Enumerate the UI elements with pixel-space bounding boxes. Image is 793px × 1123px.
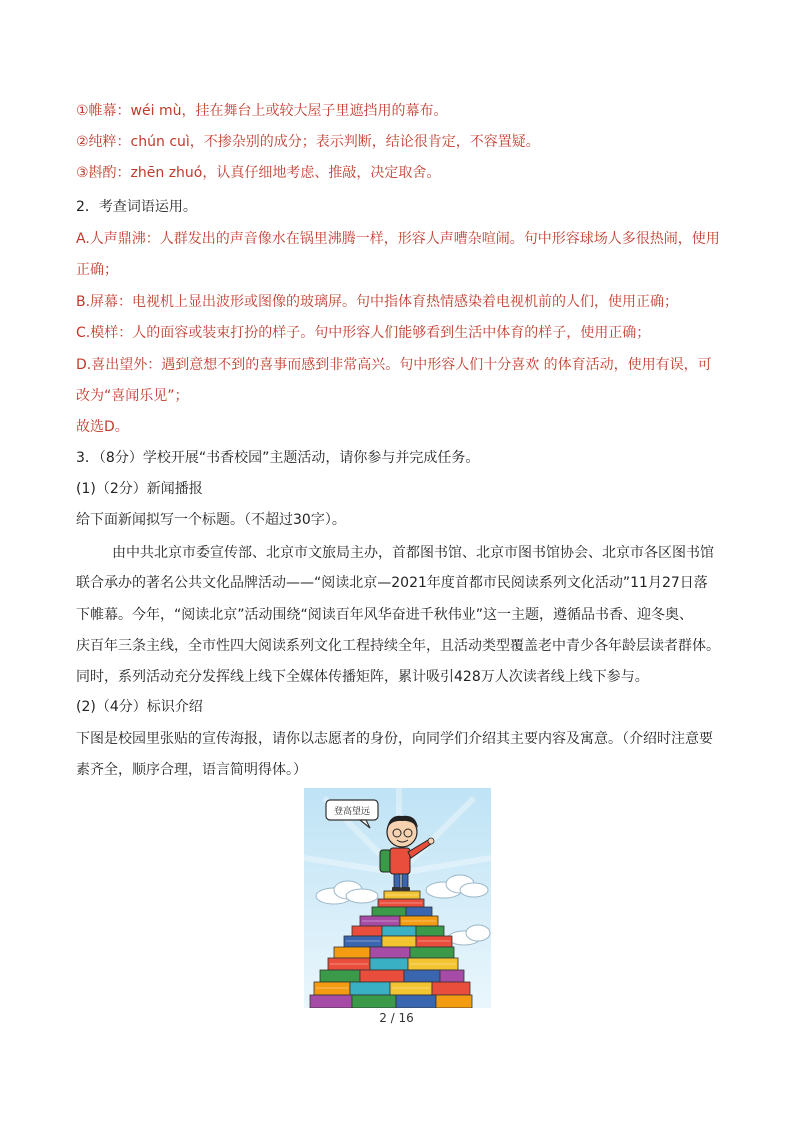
- text-line: C.模样：人的面容或装束打扮的样子。句中形容人们能够看到生活中体育的样子，使用正确；: [76, 325, 651, 341]
- text-line: 联合承办的著名公共文化品牌活动——“阅读北京—2021年度首都市民阅读系列文化活动”11月27日落: [76, 575, 708, 591]
- poster-illustration: [304, 788, 491, 1008]
- text-line: B.屏幕：电视机上显出波形或图像的玻璃屏。句中指体育热情感染着电视机前的人们，使用正确；: [76, 294, 679, 310]
- text-line: ①帷幕：wéi mù，挂在舞台上或较大屋子里遮挡用的幕布。: [76, 103, 448, 119]
- poster-image: [304, 788, 491, 1008]
- text-line: 正确；: [76, 262, 118, 278]
- text-line: 给下面新闻拟写一个标题。（不超过30字）。: [76, 512, 346, 528]
- text-line: (2)（4分）标识介绍: [76, 699, 203, 715]
- text-line: D.喜出望外：遇到意想不到的喜事而感到非常高兴。句中形容人们十分喜欢 的体育活动，使用有误，可: [76, 357, 712, 373]
- text-line: ③斟酌：zhēn zhuó，认真仔细地考虑、推敲，决定取舍。: [76, 165, 441, 181]
- text-line: ②纯粹：chún cuì，不掺杂别的成分；表示判断，结论很肯定，不容置疑。: [76, 134, 540, 150]
- text-line: 下图是校园里张贴的宣传海报，请你以志愿者的身份，向同学们介绍其主要内容及寓意。（介绍时注意要: [76, 731, 713, 747]
- text-line: 庆百年三条主线，全市性四大阅读系列文化工程持续全年，且活动类型覆盖老中青少各年龄层读者群体。: [76, 638, 720, 654]
- text-line: A.人声鼎沸：人群发出的声音像水在锅里沸腾一样，形容人声嘈杂喧闹。句中形容球场人多很热闹，使用: [76, 231, 720, 247]
- text-line: 下帷幕。今年，“阅读北京”活动围绕“阅读百年风华奋进千秋伟业”这一主题，遵循品书香、迎冬奥、: [76, 607, 694, 623]
- text-line: 3．（8分）学校开展“书香校园”主题活动，请你参与并完成任务。: [76, 450, 480, 466]
- text-line: (1)（2分）新闻播报: [76, 481, 203, 497]
- speech-bubble-text: 登高望远: [333, 807, 371, 817]
- page-number: 2 / 16: [379, 1011, 414, 1025]
- text-line: 改为“喜闻乐见”；: [76, 388, 189, 404]
- text-line: 素齐全，顺序合理，语言简明得体。）: [76, 762, 307, 778]
- text-line: 故选D。: [76, 419, 129, 435]
- text-line: 2．考查词语运用。: [76, 199, 197, 215]
- text-line: 同时，系列活动充分发挥线上线下全媒体传播矩阵，累计吸引428万人次读者线上线下参与。: [76, 669, 649, 685]
- text-line: 由中共北京市委宣传部、北京市文旅局主办，首都图书馆、北京市图书馆协会、北京市各区图书馆: [112, 545, 714, 561]
